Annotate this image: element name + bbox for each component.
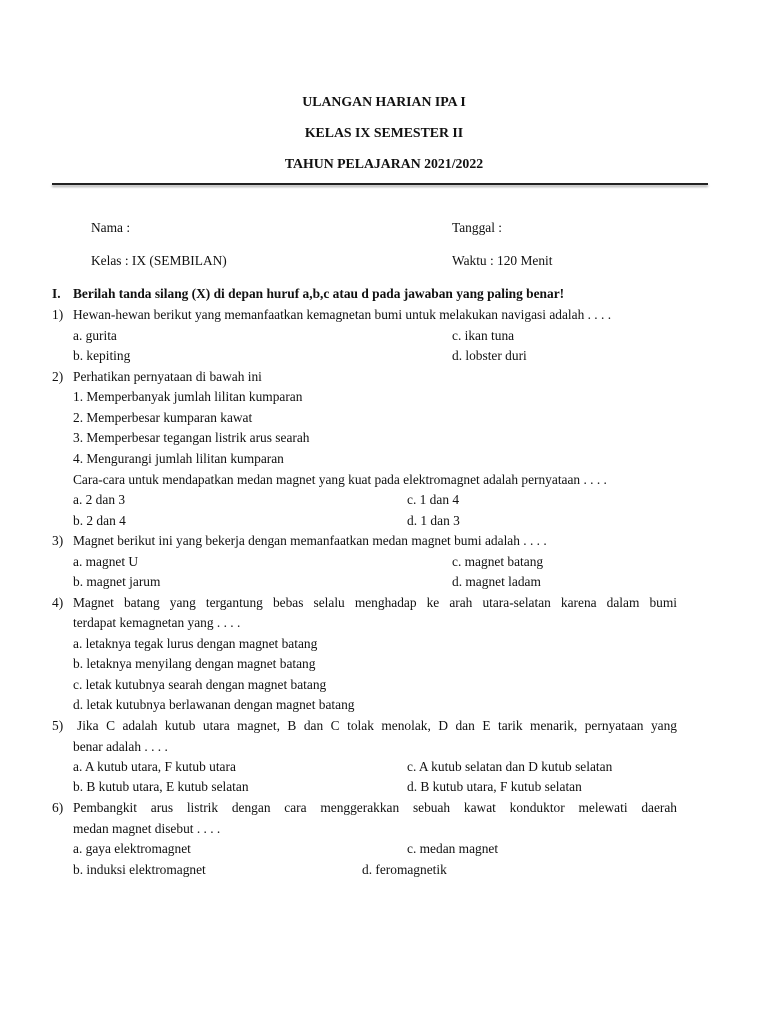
question-number: 5) xyxy=(52,718,64,733)
option-c: c. letak kutubnya searah dengan magnet batang xyxy=(73,677,327,692)
option-a: a. gurita xyxy=(73,328,117,343)
section-number: I. xyxy=(52,286,61,301)
header-divider xyxy=(52,183,708,185)
option-b: b. B kutub utara, E kutub selatan xyxy=(73,779,249,794)
question-text: Magnet berikut ini yang bekerja dengan memanfaatkan medan magnet bumi adalah . . . . xyxy=(73,533,547,548)
question-text: Hewan-hewan berikut yang memanfaatkan kemagnetan bumi untuk melakukan navigasi adalah . . . . xyxy=(73,307,612,322)
tanggal-field: Tanggal : xyxy=(452,220,503,235)
question-followup: Cara-cara untuk mendapatkan medan magnet yang kuat pada elektromagnet adalah pernyataan . . . . xyxy=(73,472,607,487)
question-text: Perhatikan pernyataan di bawah ini xyxy=(73,369,262,384)
kelas-field: Kelas : IX (SEMBILAN) xyxy=(91,253,227,268)
question-text-continued: medan magnet disebut . . . . xyxy=(73,821,221,836)
option-b: b. 2 dan 4 xyxy=(73,513,126,528)
question-number: 6) xyxy=(52,800,64,815)
option-b: b. magnet jarum xyxy=(73,574,161,589)
question-text: Jika C adalah kutub utara magnet, B dan C tolak menolak, D dan E tarik menarik, pernyataan yang xyxy=(77,718,677,733)
option-d: d. magnet ladam xyxy=(452,574,541,589)
question-text: Magnet batang yang tergantung bebas selalu menghadap ke arah utara-selatan karena dalam bumi xyxy=(73,595,677,610)
question-number: 4) xyxy=(52,595,64,610)
option-c: c. magnet batang xyxy=(452,554,544,569)
class-semester: KELAS IX SEMESTER II xyxy=(304,125,464,140)
question-text-continued: benar adalah . . . . xyxy=(73,739,168,754)
question-text-continued: terdapat kemagnetan yang . . . . xyxy=(73,615,241,630)
option-c: c. medan magnet xyxy=(407,841,499,856)
statement-item: 2. Memperbesar kumparan kawat xyxy=(73,410,253,425)
question-number: 1) xyxy=(52,307,64,322)
option-d: d. B kutub utara, F kutub selatan xyxy=(407,779,582,794)
statement-item: 1. Memperbanyak jumlah lilitan kumparan xyxy=(73,389,303,404)
option-d: d. feromagnetik xyxy=(362,862,447,877)
question-number: 3) xyxy=(52,533,64,548)
statement-item: 3. Memperbesar tegangan listrik arus searah xyxy=(73,430,310,445)
nama-field: Nama : xyxy=(91,220,131,235)
section-instruction: Berilah tanda silang (X) di depan huruf a,b,c atau d pada jawaban yang paling benar! xyxy=(73,286,565,301)
option-b: b. kepiting xyxy=(73,348,131,363)
exam-title: ULANGAN HARIAN IPA I xyxy=(302,94,466,109)
option-d: d. 1 dan 3 xyxy=(407,513,460,528)
option-c: c. A kutub selatan dan D kutub selatan xyxy=(407,759,613,774)
option-c: c. ikan tuna xyxy=(452,328,515,343)
option-a: a. magnet U xyxy=(73,554,139,569)
option-c: c. 1 dan 4 xyxy=(407,492,460,507)
option-b: b. letaknya menyilang dengan magnet batang xyxy=(73,656,316,671)
option-a: a. A kutub utara, F kutub utara xyxy=(73,759,236,774)
academic-year: TAHUN PELAJARAN 2021/2022 xyxy=(284,156,484,171)
option-d: d. lobster duri xyxy=(452,348,527,363)
question-text: Pembangkit arus listrik dengan cara menggerakkan sebuah kawat konduktor melewati daerah xyxy=(73,800,677,815)
option-b: b. induksi elektromagnet xyxy=(73,862,206,877)
waktu-field: Waktu : 120 Menit xyxy=(452,253,553,268)
statement-item: 4. Mengurangi jumlah lilitan kumparan xyxy=(73,451,284,466)
question-number: 2) xyxy=(52,369,64,384)
option-a: a. letaknya tegak lurus dengan magnet batang xyxy=(73,636,318,651)
option-d: d. letak kutubnya berlawanan dengan magnet batang xyxy=(73,697,355,712)
option-a: a. 2 dan 3 xyxy=(73,492,126,507)
option-a: a. gaya elektromagnet xyxy=(73,841,191,856)
